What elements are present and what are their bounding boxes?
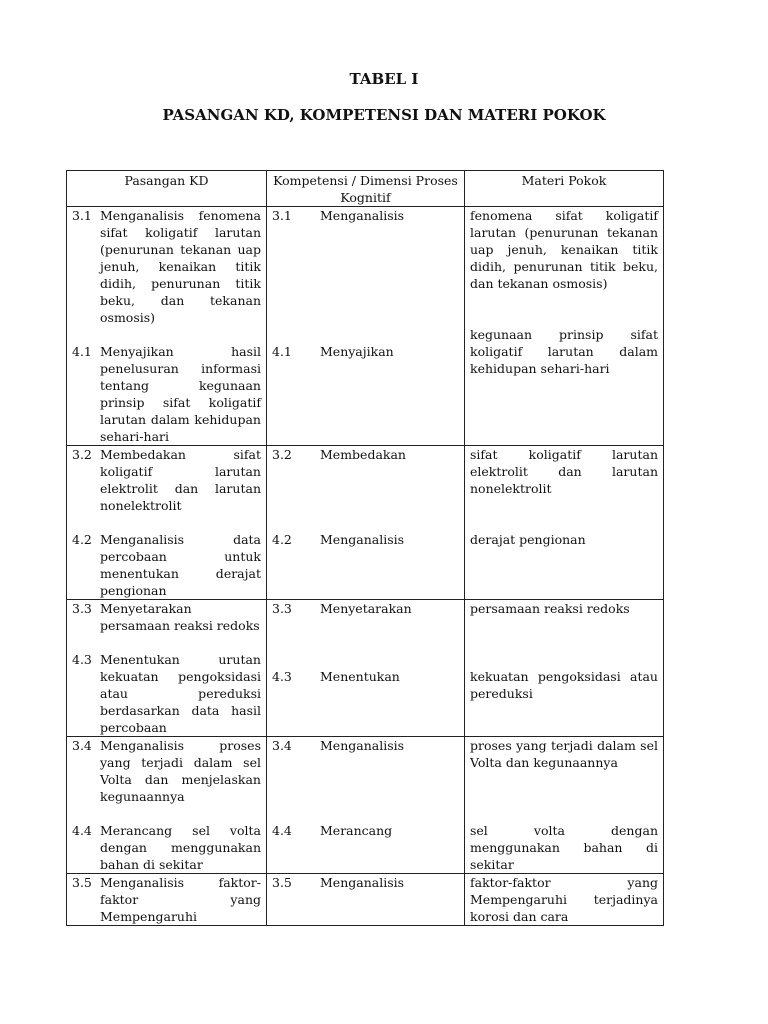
materi-cell [465,600,664,737]
table-row [67,737,664,874]
kd-number: 4.3 [72,652,92,667]
kd-number: 4.1 [72,344,92,359]
materi-text: proses yang terjadi dalam sel Volta dan kegunaannya [470,738,658,770]
kompetensi-cell [267,874,465,926]
kd-number: 4.4 [72,823,92,838]
kompetensi-number: 4.1 [272,344,292,359]
table-title: TABEL I [349,70,419,88]
kompetensi-number: 3.3 [272,601,292,616]
kompetensi-text: Membedakan [320,447,406,462]
kd-text: Menyetarakan persamaan reaksi redoks [100,601,260,633]
materi-text: kegunaan prinsip sifat koligatif larutan dalam kehidupan sehari-hari [470,327,658,376]
kd-text: Membedakan sifat koligatif larutan elektrolit dan larutan nonelektrolit [100,447,261,513]
header-kompetensi: Kompetensi / Dimensi Proses Kognitif [267,171,465,207]
kompetensi-text: Menganalisis [320,532,405,547]
kompetensi-number: 3.5 [272,875,292,890]
kd-text: Menganalisis proses yang terjadi dalam sel Volta dan menjelaskan kegunaannya [100,738,261,804]
kd-number: 3.1 [72,208,92,223]
kd-number: 4.2 [72,532,92,547]
kd-number: 3.4 [72,738,92,753]
kompetensi-number: 4.3 [272,669,292,684]
kompetensi-text: Menentukan [320,669,400,684]
materi-text: sel volta dengan menggunakan bahan di sekitar [470,823,658,872]
table-row [67,600,664,737]
kompetensi-cell [267,207,465,446]
kd-text: Menganalisis fenomena sifat koligatif larutan (penurunan tekanan uap jenuh, kenaikan titik didih, penurunan titik beku, dan tekanan osmosis) [100,208,261,325]
kompetensi-text: Merancang [320,823,393,838]
kd-text: Merancang sel volta dengan menggunakan bahan di sekitar [100,823,261,872]
kompetensi-number: 4.4 [272,823,292,838]
kompetensi-number: 3.1 [272,208,292,223]
header-materi-pokok: Materi Pokok [465,171,664,207]
header-row [67,171,664,207]
kd-table [66,170,664,926]
materi-text: sifat koligatif larutan elektrolit dan larutan nonelektrolit [470,447,658,496]
header-pasangan-kd: Pasangan KD [67,171,267,207]
kompetensi-cell [267,446,465,600]
table-subtitle: PASANGAN KD, KOMPETENSI DAN MATERI POKOK [162,106,606,124]
table-row [67,446,664,600]
kompetensi-number: 3.4 [272,738,292,753]
kd-number: 3.3 [72,601,92,616]
kd-number: 3.2 [72,447,92,462]
materi-text: derajat pengionan [470,532,586,547]
kd-text: Menganalisis data percobaan untuk menentukan derajat pengionan [100,532,261,598]
kompetensi-text: Menganalisis [320,875,405,890]
kompetensi-cell [267,737,465,874]
materi-cell [465,207,664,446]
table-row [67,207,664,446]
kompetensi-text: Menganalisis [320,738,405,753]
materi-text: faktor-faktor yang Mempengaruhi terjadinya korosi dan cara [470,875,658,924]
kd-cell [67,207,267,446]
kd-text: Menyajikan hasil penelusuran informasi tentang kegunaan prinsip sifat koligatif larutan dalam kehidupan sehari-hari [100,344,261,444]
kompetensi-text: Menyajikan [320,344,394,359]
materi-text: kekuatan pengoksidasi atau pereduksi [470,669,658,701]
table-row [67,874,664,926]
kompetensi-text: Menyetarakan [320,601,412,616]
kd-text: Menentukan urutan kekuatan pengoksidasi atau pereduksi berdasarkan data hasil percobaan [100,652,261,735]
materi-cell [465,737,664,874]
kd-cell [67,874,267,926]
materi-text: persamaan reaksi redoks [470,601,630,616]
materi-text: fenomena sifat koligatif larutan (penurunan tekanan uap jenuh, kenaikan titik didih, penurunan titik beku, dan tekanan osmosis) [470,208,658,291]
kompetensi-cell [267,600,465,737]
materi-cell [465,874,664,926]
kompetensi-number: 3.2 [272,447,292,462]
kd-cell [67,446,267,600]
kompetensi-text: Menganalisis [320,208,405,223]
kd-cell [67,737,267,874]
kd-number: 3.5 [72,875,92,890]
materi-cell [465,446,664,600]
kompetensi-number: 4.2 [272,532,292,547]
kd-cell [67,600,267,737]
kd-text: Menganalisis faktor-faktor yang Mempengaruhi [100,875,261,924]
